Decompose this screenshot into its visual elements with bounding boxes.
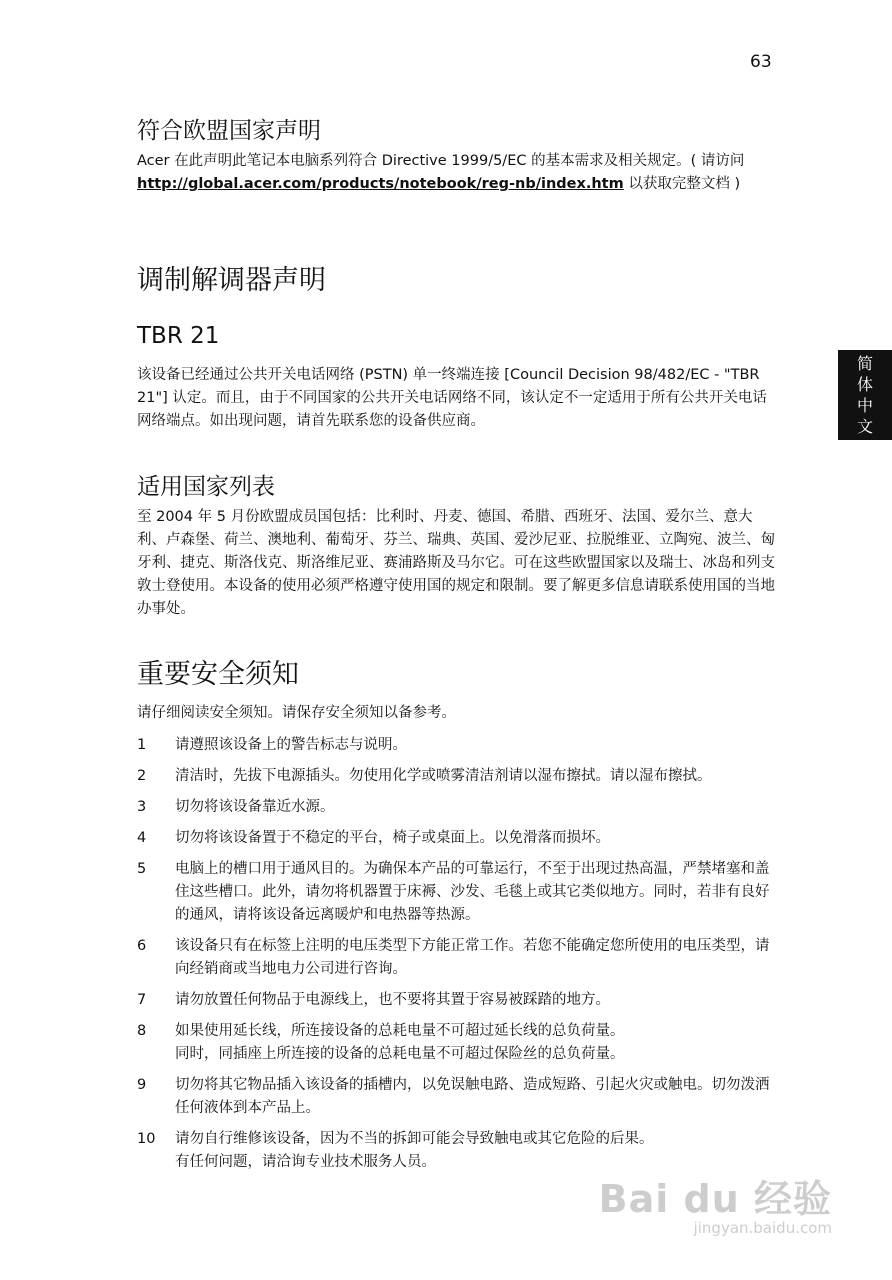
item-text: 如果使用延长线，所连接设备的总耗电量不可超过延长线的总负荷量。 同时，同插座上所连接的设备的总耗电量不可超过保险丝的总负荷量。 xyxy=(175,1023,625,1062)
country-list-heading: 适用国家列表 xyxy=(137,474,275,500)
item-text: 切勿将该设备靠近水源。 xyxy=(175,799,335,815)
side-tab-char: 体 xyxy=(856,375,873,394)
list-item xyxy=(137,765,777,788)
item-number: 4 xyxy=(137,830,147,846)
safety-intro: 请仔细阅读安全须知。请保存安全须知以备参考。 xyxy=(137,705,456,721)
item-number: 1 xyxy=(137,737,147,753)
page-number: 63 xyxy=(750,52,772,72)
eu-declaration-text xyxy=(137,150,777,196)
item-number: 3 xyxy=(137,799,147,815)
item-number: 9 xyxy=(137,1077,147,1093)
list-item xyxy=(137,858,777,927)
side-tab-char: 中 xyxy=(856,396,873,415)
list-item xyxy=(137,989,777,1012)
item-text: 请遵照该设备上的警告标志与说明。 xyxy=(175,737,407,753)
item-text: 切勿将该设备置于不稳定的平台，椅子或桌面上。以免滑落而损坏。 xyxy=(175,830,610,846)
item-number: 6 xyxy=(137,938,147,954)
safety-list xyxy=(137,734,777,1182)
list-item xyxy=(137,1074,777,1120)
tbr21-heading: TBR 21 xyxy=(137,323,220,349)
eu-declaration-heading: 符合欧盟国家声明 xyxy=(137,118,321,144)
side-tab-char: 简 xyxy=(856,354,873,373)
list-item xyxy=(137,1020,777,1066)
eu-text-after: 以获取完整文档 ) xyxy=(623,176,741,192)
item-text: 请勿放置任何物品于电源线上，也不要将其置于容易被踩踏的地方。 xyxy=(175,992,610,1008)
item-number: 7 xyxy=(137,992,147,1008)
safety-heading: 重要安全须知 xyxy=(137,659,299,690)
item-text: 电脑上的槽口用于通风目的。为确保本产品的可靠运行，不至于出现过热高温，严禁堵塞和盖住这些槽口。此外，请勿将机器置于床褥、沙发、毛毯上或其它类似地方。同时，若非有良好的通风，请将该设备远离暖炉和电热器等热源。 xyxy=(175,861,770,923)
watermark-logo: Bai du 经验 xyxy=(598,1177,832,1221)
side-tab-char: 文 xyxy=(856,417,873,436)
baidu-watermark xyxy=(599,1168,832,1237)
list-item xyxy=(137,796,777,819)
item-number: 10 xyxy=(137,1131,156,1147)
item-number: 2 xyxy=(137,768,147,784)
item-text: 切勿将其它物品插入该设备的插槽内，以免误触电路、造成短路、引起火灾或触电。切勿泼洒任何液体到本产品上。 xyxy=(175,1077,770,1116)
country-list-text: 至 2004 年 5 月份欧盟成员国包括：比利时、丹麦、德国、希腊、西班牙、法国、爱尔兰、意大利、卢森堡、荷兰、澳地利、葡萄牙、芬兰、瑞典、英国、爱沙尼亚、拉脱维亚、立陶宛、波兰、匈牙利、捷克、斯洛伐克、斯洛维尼亚、赛浦路斯及马尔它。可在这些欧盟国家以及瑞士、冰岛和列支敦士登使用。本设备的使用必须严格遵守使用国的规定和限制。要了解更多信息请联系使用国的当地办事处。 xyxy=(137,509,775,617)
tbr21-text: 该设备已经通过公共开关电话网络 (PSTN) 单一终端连接 [Council Decision 98/482/EC - "TBR 21"] 认定。而且，由于不同国家的公共开关电话网络不同，该认定不一定适用于所有公共开关电话网络端点。如出现问题，请首先联系您的设备供应商。 xyxy=(137,367,767,429)
item-text: 请勿自行维修该设备，因为不当的拆卸可能会导致触电或其它危险的后果。 有任何问题，请洽询专业技术服务人员。 xyxy=(175,1131,654,1170)
item-number: 5 xyxy=(137,861,147,877)
regulation-link[interactable]: http://global.acer.com/products/notebook/reg-nb/index.htm xyxy=(137,176,624,192)
item-text: 该设备只有在标签上注明的电压类型下方能正常工作。若您不能确定您所使用的电压类型，请向经销商或当地电力公司进行咨询。 xyxy=(175,938,770,977)
list-item xyxy=(137,827,777,850)
eu-text-before: Acer 在此声明此笔记本电脑系列符合 Directive 1999/5/EC 的基本需求及相关规定。( 请访问 xyxy=(137,153,745,169)
modem-statement-heading: 调制解调器声明 xyxy=(137,265,326,296)
list-item xyxy=(137,935,777,981)
watermark-url: jingyan.baidu.com xyxy=(693,1219,832,1237)
language-side-tab xyxy=(838,350,892,440)
item-text: 清洁时，先拔下电源插头。勿使用化学或喷雾清洁剂请以湿布擦拭。请以湿布擦拭。 xyxy=(175,768,712,784)
list-item xyxy=(137,734,777,757)
item-number: 8 xyxy=(137,1023,147,1039)
